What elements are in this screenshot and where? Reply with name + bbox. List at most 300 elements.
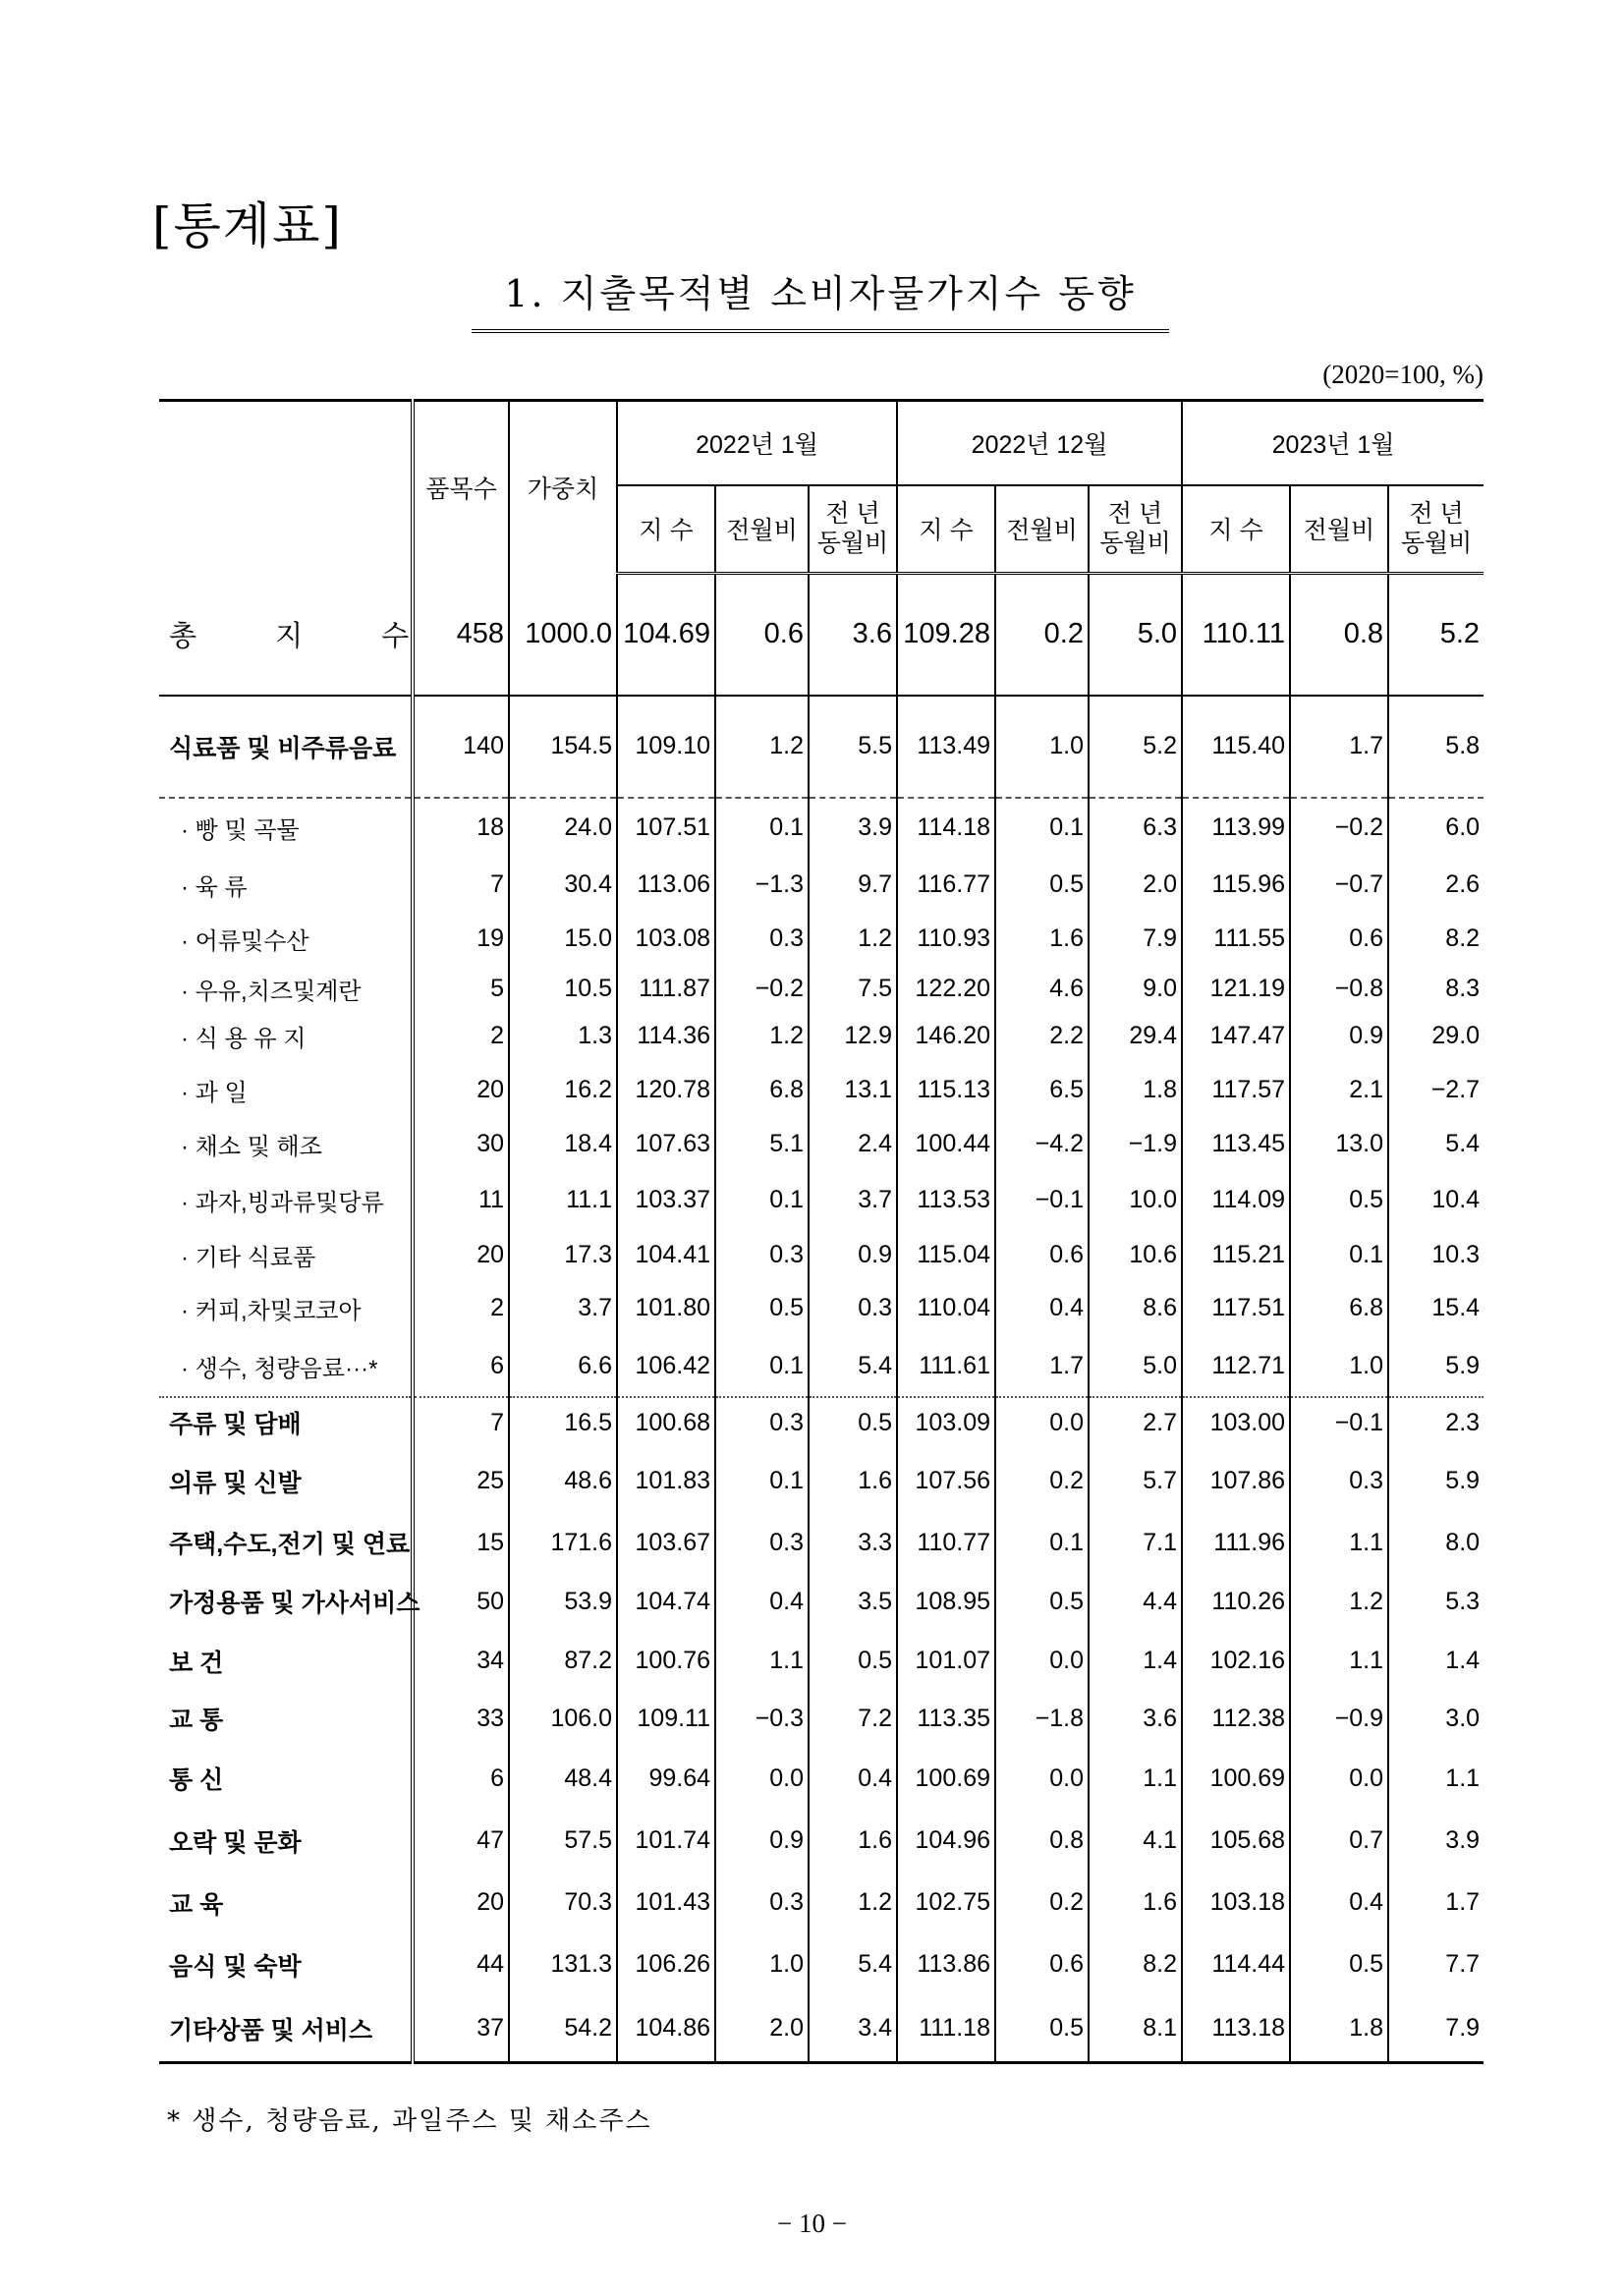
cell-value: 106.0 bbox=[509, 1690, 617, 1748]
cell-value: 1.2 bbox=[715, 696, 809, 798]
cell-value: 116.77 bbox=[897, 858, 995, 913]
cell-value: 5.7 bbox=[1089, 1448, 1182, 1515]
cell-value: 1000.0 bbox=[509, 574, 617, 696]
table-body bbox=[159, 574, 1484, 2063]
cell-value: 103.18 bbox=[1182, 1873, 1290, 1933]
cell-value: 1.2 bbox=[809, 1873, 897, 1933]
cell-value: −2.7 bbox=[1388, 1061, 1484, 1119]
cell-value: 30 bbox=[413, 1119, 509, 1170]
cell-value: 7 bbox=[413, 1397, 509, 1448]
food-sub-row bbox=[159, 1119, 1484, 1170]
cell-value: 0.3 bbox=[715, 1397, 809, 1448]
cell-value: 146.20 bbox=[897, 1012, 995, 1061]
cell-value: −0.3 bbox=[715, 1690, 809, 1748]
cell-value: 1.6 bbox=[995, 913, 1089, 966]
cell-value: 5 bbox=[413, 966, 509, 1012]
category-row bbox=[159, 1748, 1484, 1810]
cell-value: 103.00 bbox=[1182, 1397, 1290, 1448]
cell-value: 103.08 bbox=[617, 913, 715, 966]
cell-value: 0.3 bbox=[715, 1515, 809, 1571]
cell-value: 0.6 bbox=[715, 574, 809, 696]
cell-value: 3.5 bbox=[809, 1571, 897, 1633]
cell-value: 113.18 bbox=[1182, 1996, 1290, 2063]
cell-value: 7.1 bbox=[1089, 1515, 1182, 1571]
cell-value: 1.6 bbox=[1089, 1873, 1182, 1933]
cell-value: 33 bbox=[413, 1690, 509, 1748]
category-row bbox=[159, 1571, 1484, 1633]
cell-value: 117.57 bbox=[1182, 1061, 1290, 1119]
cell-value: 3.7 bbox=[809, 1170, 897, 1230]
cell-value: 7.9 bbox=[1388, 1996, 1484, 2063]
cell-value: 25 bbox=[413, 1448, 509, 1515]
cell-value: 5.0 bbox=[1089, 574, 1182, 696]
food-sub-row bbox=[159, 1281, 1484, 1336]
cell-value: 0.2 bbox=[995, 1448, 1089, 1515]
cell-value: 10.0 bbox=[1089, 1170, 1182, 1230]
cell-value: 4.6 bbox=[995, 966, 1089, 1012]
cell-value: 100.44 bbox=[897, 1119, 995, 1170]
cell-value: 0.3 bbox=[809, 1281, 897, 1336]
cell-value: 1.7 bbox=[1290, 696, 1388, 798]
food-sub-row bbox=[159, 913, 1484, 966]
cell-value: 115.04 bbox=[897, 1230, 995, 1281]
cell-value: 1.1 bbox=[715, 1633, 809, 1690]
cell-value: −1.9 bbox=[1089, 1119, 1182, 1170]
header-period-3: 2023년 1월 bbox=[1182, 401, 1484, 485]
cell-value: 107.51 bbox=[617, 798, 715, 858]
cell-value: 1.3 bbox=[509, 1012, 617, 1061]
food-row bbox=[159, 696, 1484, 798]
cell-value: 7.2 bbox=[809, 1690, 897, 1748]
cell-value: 48.6 bbox=[509, 1448, 617, 1515]
cell-value: 1.0 bbox=[1290, 1336, 1388, 1397]
row-label: · 채소 및 해조 bbox=[181, 1134, 322, 1160]
cell-value: 100.76 bbox=[617, 1633, 715, 1690]
cell-value: 1.8 bbox=[1089, 1061, 1182, 1119]
cell-value: 8.1 bbox=[1089, 1996, 1182, 2063]
cpi-table bbox=[159, 399, 1484, 2064]
cell-value: 0.5 bbox=[809, 1633, 897, 1690]
cell-value: 5.2 bbox=[1388, 574, 1484, 696]
row-label: · 과 일 bbox=[181, 1079, 248, 1106]
cell-value: 109.11 bbox=[617, 1690, 715, 1748]
cell-value: 121.19 bbox=[1182, 966, 1290, 1012]
cell-value: 54.2 bbox=[509, 1996, 617, 2063]
cell-value: 16.5 bbox=[509, 1397, 617, 1448]
header-yoy-line1: 전 년 bbox=[1107, 500, 1163, 529]
cell-value: 20 bbox=[413, 1873, 509, 1933]
food-sub-row bbox=[159, 966, 1484, 1012]
cell-value: 104.74 bbox=[617, 1571, 715, 1633]
category-row bbox=[159, 1933, 1484, 1996]
cell-value: 105.68 bbox=[1182, 1810, 1290, 1873]
row-label: · 과자,빙과류및당류 bbox=[181, 1189, 384, 1216]
cell-value: 24.0 bbox=[509, 798, 617, 858]
cell-value: 113.35 bbox=[897, 1690, 995, 1748]
category-row bbox=[159, 1690, 1484, 1748]
cell-value: −1.8 bbox=[995, 1690, 1089, 1748]
cell-value: 6.6 bbox=[509, 1336, 617, 1397]
cell-value: 11 bbox=[413, 1170, 509, 1230]
cell-value: 17.3 bbox=[509, 1230, 617, 1281]
cell-value: 0.6 bbox=[995, 1933, 1089, 1996]
cell-value: 6.5 bbox=[995, 1061, 1089, 1119]
cell-value: 9.0 bbox=[1089, 966, 1182, 1012]
cell-value: 3.4 bbox=[809, 1996, 897, 2063]
cell-value: −0.9 bbox=[1290, 1690, 1388, 1748]
header-items: 품목수 bbox=[413, 401, 509, 574]
cell-value: 0.9 bbox=[809, 1230, 897, 1281]
cell-value: 47 bbox=[413, 1810, 509, 1873]
cell-value: 0.3 bbox=[715, 1873, 809, 1933]
cell-value: 0.3 bbox=[715, 913, 809, 966]
cell-value: 109.28 bbox=[897, 574, 995, 696]
cell-value: 107.86 bbox=[1182, 1448, 1290, 1515]
cell-value: 112.38 bbox=[1182, 1690, 1290, 1748]
cell-value: 6.3 bbox=[1089, 798, 1182, 858]
cell-value: 0.5 bbox=[715, 1281, 809, 1336]
cell-value: 7.5 bbox=[809, 966, 897, 1012]
category-row bbox=[159, 1996, 1484, 2063]
header-yoy-line1: 전 년 bbox=[1409, 500, 1464, 529]
cell-value: 2.0 bbox=[1089, 858, 1182, 913]
cell-value: 5.8 bbox=[1388, 696, 1484, 798]
cell-value: 120.78 bbox=[617, 1061, 715, 1119]
cell-value: 109.10 bbox=[617, 696, 715, 798]
header-index: 지 수 bbox=[1182, 485, 1290, 574]
cell-value: 18.4 bbox=[509, 1119, 617, 1170]
cell-value: 0.0 bbox=[995, 1748, 1089, 1810]
row-label: 음식 및 숙박 bbox=[169, 1952, 302, 1981]
cell-value: 16.2 bbox=[509, 1061, 617, 1119]
row-label: 교 육 bbox=[169, 1890, 224, 1919]
cell-value: 110.26 bbox=[1182, 1571, 1290, 1633]
cell-value: −0.7 bbox=[1290, 858, 1388, 913]
header-yoy-line2: 동월비 bbox=[1099, 530, 1171, 558]
header-yoy-line2: 동월비 bbox=[816, 530, 889, 558]
row-label: 기타상품 및 서비스 bbox=[159, 1996, 413, 2063]
cell-value: 0.6 bbox=[1290, 913, 1388, 966]
cell-value: 0.9 bbox=[715, 1810, 809, 1873]
table-header bbox=[159, 401, 1484, 574]
cell-value: 108.95 bbox=[897, 1571, 995, 1633]
cell-value: 106.26 bbox=[617, 1933, 715, 1996]
cell-value: 3.3 bbox=[809, 1515, 897, 1571]
cell-value: 1.4 bbox=[1388, 1633, 1484, 1690]
food-sub-row bbox=[159, 1012, 1484, 1061]
row-label: · 빵 및 곡물 bbox=[181, 817, 300, 844]
cell-value: 117.51 bbox=[1182, 1281, 1290, 1336]
cell-value: 0.0 bbox=[715, 1748, 809, 1810]
cell-value: 103.09 bbox=[897, 1397, 995, 1448]
cell-value: 2 bbox=[413, 1281, 509, 1336]
cell-value: 113.99 bbox=[1182, 798, 1290, 858]
row-label: 주류 및 담배 bbox=[169, 1411, 302, 1438]
header-mom: 전월비 bbox=[1290, 485, 1388, 574]
row-label: 오락 및 문화 bbox=[169, 1828, 302, 1857]
cell-value: 99.64 bbox=[617, 1748, 715, 1810]
header-mom: 전월비 bbox=[715, 485, 809, 574]
cell-value: 10.4 bbox=[1388, 1170, 1484, 1230]
cell-value: 2.3 bbox=[1388, 1397, 1484, 1448]
cell-value: 111.61 bbox=[897, 1336, 995, 1397]
cell-value: 2.6 bbox=[1388, 858, 1484, 913]
cell-value: 20 bbox=[413, 1230, 509, 1281]
cell-value: 3.6 bbox=[1089, 1690, 1182, 1748]
cell-value: 113.86 bbox=[897, 1933, 995, 1996]
cell-value: 115.40 bbox=[1182, 696, 1290, 798]
cell-value: 5.2 bbox=[1089, 696, 1182, 798]
row-label: · 생수, 청량음료···* bbox=[159, 1336, 413, 1397]
row-label: 통 신 bbox=[169, 1766, 224, 1794]
cell-value: 3.7 bbox=[509, 1281, 617, 1336]
row-label: 보 건 bbox=[169, 1649, 224, 1677]
row-label: · 기타 식료품 bbox=[181, 1245, 316, 1271]
header-yoy-line1: 전 년 bbox=[825, 500, 880, 529]
cell-value: 113.49 bbox=[897, 696, 995, 798]
cell-value: 1.4 bbox=[1089, 1633, 1182, 1690]
cell-value: 114.44 bbox=[1182, 1933, 1290, 1996]
cell-value: 113.53 bbox=[897, 1170, 995, 1230]
cell-value: 2.1 bbox=[1290, 1061, 1388, 1119]
food-sub-row bbox=[159, 1061, 1484, 1119]
cell-value: 8.2 bbox=[1388, 913, 1484, 966]
cell-value: 6.8 bbox=[1290, 1281, 1388, 1336]
cell-value: 114.36 bbox=[617, 1012, 715, 1061]
category-row bbox=[159, 1873, 1484, 1933]
cell-value: 104.96 bbox=[897, 1810, 995, 1873]
cell-value: 104.41 bbox=[617, 1230, 715, 1281]
header-index: 지 수 bbox=[617, 485, 715, 574]
category-row bbox=[159, 1810, 1484, 1873]
cell-value: 2.7 bbox=[1089, 1397, 1182, 1448]
cell-value: 115.13 bbox=[897, 1061, 995, 1119]
cell-value: 1.0 bbox=[995, 696, 1089, 798]
cell-value: 0.3 bbox=[715, 1230, 809, 1281]
cell-value: 0.5 bbox=[1290, 1933, 1388, 1996]
cell-value: 19 bbox=[413, 913, 509, 966]
row-label: 식료품 및 비주류음료 bbox=[159, 696, 413, 798]
cell-value: 0.1 bbox=[995, 798, 1089, 858]
cell-value: 20 bbox=[413, 1061, 509, 1119]
row-label: · 커피,차및코코아 bbox=[181, 1298, 362, 1324]
header-period-1: 2022년 1월 bbox=[617, 401, 897, 485]
cell-value: 0.3 bbox=[1290, 1448, 1388, 1515]
cell-value: 100.69 bbox=[1182, 1748, 1290, 1810]
cell-value: 0.4 bbox=[715, 1571, 809, 1633]
cell-value: 10.6 bbox=[1089, 1230, 1182, 1281]
cell-value: 111.18 bbox=[897, 1996, 995, 2063]
cell-value: −0.2 bbox=[715, 966, 809, 1012]
cell-value: 48.4 bbox=[509, 1748, 617, 1810]
cell-value: 0.6 bbox=[995, 1230, 1089, 1281]
cell-value: 0.1 bbox=[715, 1448, 809, 1515]
row-label: 의류 및 신발 bbox=[169, 1469, 302, 1497]
cell-value: 1.6 bbox=[809, 1448, 897, 1515]
cell-value: 70.3 bbox=[509, 1873, 617, 1933]
cell-value: 6.0 bbox=[1388, 798, 1484, 858]
cell-value: 1.1 bbox=[1290, 1633, 1388, 1690]
cell-value: 0.4 bbox=[809, 1748, 897, 1810]
cell-value: 1.7 bbox=[1388, 1873, 1484, 1933]
cell-value: 0.8 bbox=[1290, 574, 1388, 696]
row-label: · 어류및수산 bbox=[181, 928, 309, 955]
cell-value: 5.3 bbox=[1388, 1571, 1484, 1633]
cell-value: 101.83 bbox=[617, 1448, 715, 1515]
cell-value: 9.7 bbox=[809, 858, 897, 913]
cell-value: 100.69 bbox=[897, 1748, 995, 1810]
cell-value: −1.3 bbox=[715, 858, 809, 913]
header-mom: 전월비 bbox=[995, 485, 1089, 574]
header-yoy bbox=[1388, 485, 1484, 574]
cell-value: 8.3 bbox=[1388, 966, 1484, 1012]
cell-value: 3.9 bbox=[809, 798, 897, 858]
cell-value: 0.2 bbox=[995, 574, 1089, 696]
cell-value: 2.4 bbox=[809, 1119, 897, 1170]
cell-value: 0.8 bbox=[995, 1810, 1089, 1873]
header-yoy bbox=[1089, 485, 1182, 574]
table-title: 1. 지출목적별 소비자물가지수 동향 bbox=[472, 263, 1169, 333]
cell-value: 11.1 bbox=[509, 1170, 617, 1230]
cell-value: 1.8 bbox=[1290, 1996, 1388, 2063]
cell-value: 0.5 bbox=[809, 1397, 897, 1448]
cell-value: 110.93 bbox=[897, 913, 995, 966]
cell-value: 10.3 bbox=[1388, 1230, 1484, 1281]
cell-value: 3.6 bbox=[809, 574, 897, 696]
cell-value: 102.75 bbox=[897, 1873, 995, 1933]
cell-value: 6 bbox=[413, 1336, 509, 1397]
cell-value: 3.9 bbox=[1388, 1810, 1484, 1873]
cell-value: −0.2 bbox=[1290, 798, 1388, 858]
cell-value: 1.2 bbox=[809, 913, 897, 966]
cell-value: 1.2 bbox=[1290, 1571, 1388, 1633]
cell-value: 0.0 bbox=[995, 1633, 1089, 1690]
cell-value: 5.0 bbox=[1089, 1336, 1182, 1397]
cell-value: 113.06 bbox=[617, 858, 715, 913]
header-yoy-line2: 동월비 bbox=[1400, 530, 1473, 558]
cell-value: 113.45 bbox=[1182, 1119, 1290, 1170]
cell-value: 101.07 bbox=[897, 1633, 995, 1690]
cell-value: 103.67 bbox=[617, 1515, 715, 1571]
food-sub-row bbox=[159, 798, 1484, 858]
cell-value: 30.4 bbox=[509, 858, 617, 913]
row-label: · 식 용 유 지 bbox=[181, 1026, 307, 1052]
row-label: 가정용품 및 가사서비스 bbox=[169, 1590, 420, 1617]
cell-value: 100.68 bbox=[617, 1397, 715, 1448]
cell-value: 87.2 bbox=[509, 1633, 617, 1690]
cell-value: 1.1 bbox=[1388, 1748, 1484, 1810]
cell-value: 7.9 bbox=[1089, 913, 1182, 966]
header-weight: 가중치 bbox=[509, 401, 617, 574]
cell-value: 110.04 bbox=[897, 1281, 995, 1336]
cell-value: 114.18 bbox=[897, 798, 995, 858]
cell-value: 2.0 bbox=[715, 1996, 809, 2063]
page-number: − 10 − bbox=[777, 2209, 847, 2238]
cell-value: 5.9 bbox=[1388, 1448, 1484, 1515]
cell-value: 5.9 bbox=[1388, 1336, 1484, 1397]
row-label: · 육 류 bbox=[181, 874, 248, 901]
cell-value: 0.4 bbox=[1290, 1873, 1388, 1933]
row-label: · 우유,치즈및계란 bbox=[181, 978, 362, 1005]
cell-value: 122.20 bbox=[897, 966, 995, 1012]
cell-value: −0.8 bbox=[1290, 966, 1388, 1012]
cell-value: 5.4 bbox=[1388, 1119, 1484, 1170]
row-label: 주택,수도,전기 및 연료 bbox=[169, 1531, 411, 1558]
cell-value: 1.7 bbox=[995, 1336, 1089, 1397]
cell-value: 7.7 bbox=[1388, 1933, 1484, 1996]
cell-value: 101.74 bbox=[617, 1810, 715, 1873]
cell-value: −0.1 bbox=[1290, 1397, 1388, 1448]
cell-value: 5.4 bbox=[809, 1336, 897, 1397]
footnote: * 생수, 청량음료, 과일주스 및 채소주스 bbox=[167, 2106, 652, 2136]
cell-value: 18 bbox=[413, 798, 509, 858]
cell-value: 53.9 bbox=[509, 1571, 617, 1633]
food-sub-row bbox=[159, 1336, 1484, 1397]
header-yoy bbox=[809, 485, 897, 574]
header-blank bbox=[159, 401, 413, 574]
cell-value: 114.09 bbox=[1182, 1170, 1290, 1230]
cell-value: 104.69 bbox=[617, 574, 715, 696]
cell-value: 4.1 bbox=[1089, 1810, 1182, 1873]
cell-value: 15 bbox=[413, 1515, 509, 1571]
cell-value: 154.5 bbox=[509, 696, 617, 798]
category-row bbox=[159, 1515, 1484, 1571]
category-row bbox=[159, 1633, 1484, 1690]
cell-value: 111.55 bbox=[1182, 913, 1290, 966]
cell-value: 12.9 bbox=[809, 1012, 897, 1061]
cell-value: 0.1 bbox=[715, 798, 809, 858]
cell-value: 3.0 bbox=[1388, 1690, 1484, 1748]
food-sub-row bbox=[159, 858, 1484, 913]
cell-value: 1.0 bbox=[715, 1933, 809, 1996]
cell-value: 0.5 bbox=[1290, 1170, 1388, 1230]
cell-value: 4.4 bbox=[1089, 1571, 1182, 1633]
category-row bbox=[159, 1448, 1484, 1515]
cell-value: 147.47 bbox=[1182, 1012, 1290, 1061]
cell-value: 0.5 bbox=[995, 858, 1089, 913]
cell-value: 1.1 bbox=[1290, 1515, 1388, 1571]
row-label: 총 지 수 bbox=[159, 574, 413, 696]
header-index: 지 수 bbox=[897, 485, 995, 574]
cell-value: 13.1 bbox=[809, 1061, 897, 1119]
cell-value: 5.4 bbox=[809, 1933, 897, 1996]
cell-value: 50 bbox=[413, 1571, 509, 1633]
cell-value: 0.5 bbox=[995, 1571, 1089, 1633]
cell-value: 13.0 bbox=[1290, 1119, 1388, 1170]
cell-value: 29.0 bbox=[1388, 1012, 1484, 1061]
cell-value: 115.21 bbox=[1182, 1230, 1290, 1281]
section-label: [통계표] bbox=[152, 197, 343, 254]
cell-value: 10.5 bbox=[509, 966, 617, 1012]
cell-value: 44 bbox=[413, 1933, 509, 1996]
cell-value: 104.86 bbox=[617, 1996, 715, 2063]
cell-value: 6.8 bbox=[715, 1061, 809, 1119]
cell-value: 0.0 bbox=[995, 1397, 1089, 1448]
cell-value: 115.96 bbox=[1182, 858, 1290, 913]
cell-value: 111.87 bbox=[617, 966, 715, 1012]
cell-value: 107.63 bbox=[617, 1119, 715, 1170]
food-sub-row bbox=[159, 1170, 1484, 1230]
cell-value: 7 bbox=[413, 858, 509, 913]
cell-value: 1.6 bbox=[809, 1810, 897, 1873]
cell-value: 15.0 bbox=[509, 913, 617, 966]
cell-value: 2.2 bbox=[995, 1012, 1089, 1061]
cell-value: 110.11 bbox=[1182, 574, 1290, 696]
cell-value: 0.1 bbox=[715, 1170, 809, 1230]
food-sub-row bbox=[159, 1230, 1484, 1281]
cell-value: 0.1 bbox=[715, 1336, 809, 1397]
cell-value: 171.6 bbox=[509, 1515, 617, 1571]
